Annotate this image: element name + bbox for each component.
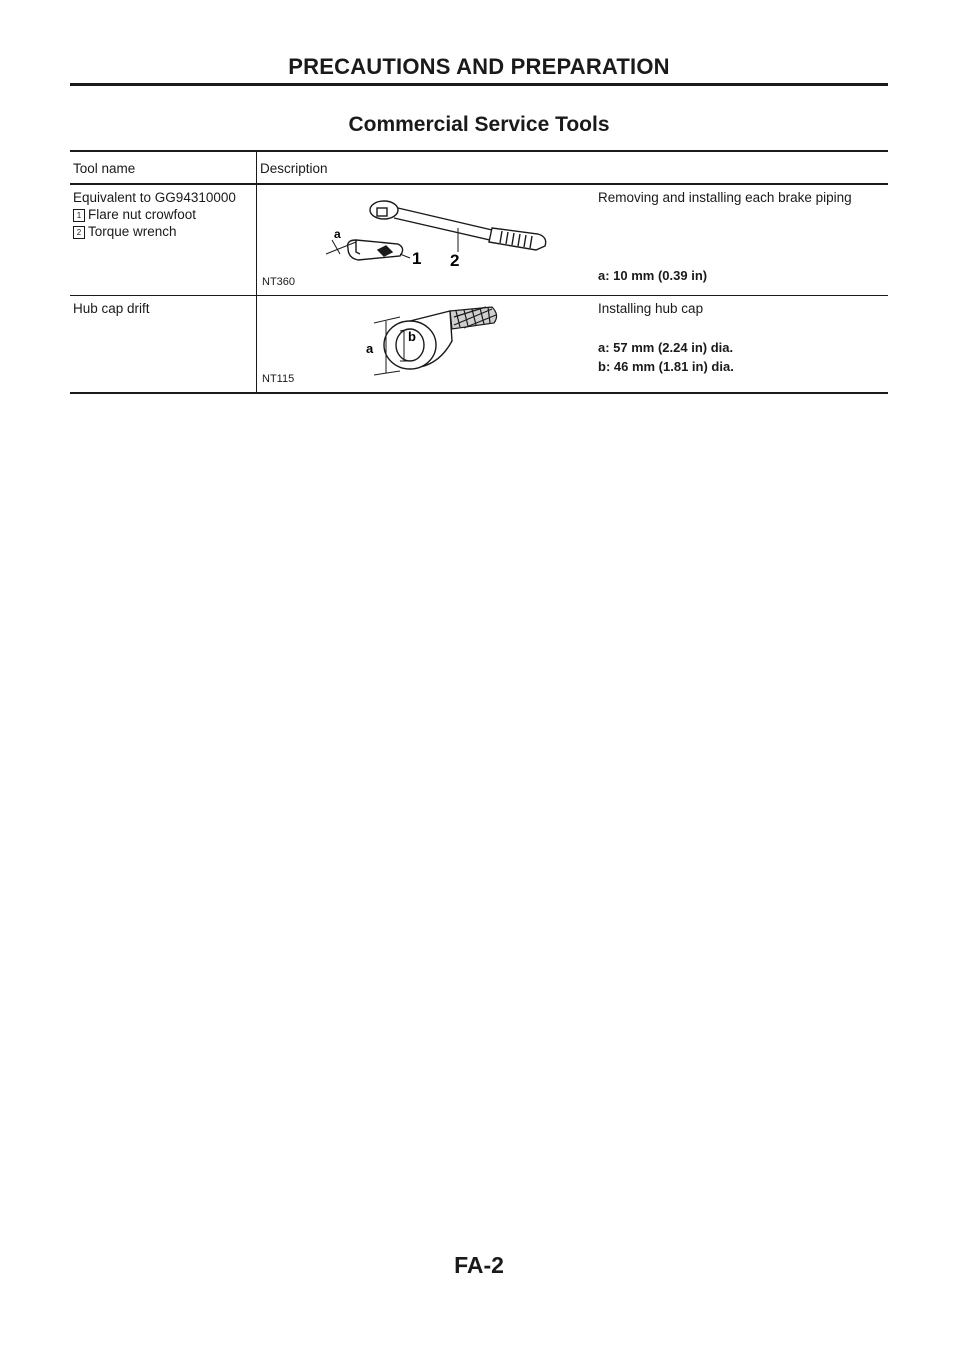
figure-cell: [257, 184, 596, 296]
description-cell: [595, 296, 888, 394]
table-header-row: [70, 151, 888, 184]
tool-description: Installing hub cap: [598, 301, 704, 316]
callout-1-label: 1: [412, 249, 422, 268]
description-cell: [595, 184, 888, 296]
column-header-tool-name: Tool name: [70, 151, 257, 184]
tool-name: Equivalent to GG94310000: [73, 190, 236, 205]
callout-a-label: a: [366, 341, 374, 356]
spec-line: b: 46 mm (1.81 in) dia.: [598, 359, 734, 374]
tool-name-cell: [70, 296, 257, 394]
page-number: FA-2: [454, 1252, 504, 1278]
tool-description: Removing and installing each brake piping: [598, 190, 852, 205]
part-number-badge: 1: [73, 209, 85, 222]
callout-2-label: 2: [450, 251, 460, 270]
table-row: [70, 296, 888, 394]
table-row: [70, 184, 888, 296]
figure-code: NT115: [262, 373, 295, 385]
part-label: Flare nut crowfoot: [88, 207, 197, 222]
figure-cell: [257, 296, 596, 394]
column-header-description: Description: [257, 151, 889, 184]
callout-a-label: a: [334, 227, 341, 241]
callout-b-label: b: [408, 329, 416, 344]
tool-part-item: [73, 207, 251, 222]
figure-code: NT360: [262, 276, 296, 288]
part-number-badge: 2: [73, 226, 85, 239]
header-rule: [70, 83, 888, 86]
tools-table: [70, 150, 888, 394]
spec-line: a: 10 mm (0.39 in): [598, 268, 708, 283]
page-header-title: PRECAUTIONS AND PREPARATION: [288, 54, 670, 79]
tool-part-item: [73, 224, 251, 239]
torque-wrench-illustration: [260, 190, 590, 290]
hub-cap-drift-illustration: [260, 301, 590, 387]
tool-name-cell: [70, 184, 257, 296]
tool-name: Hub cap drift: [73, 301, 150, 316]
part-label: Torque wrench: [88, 224, 177, 239]
spec-line: a: 57 mm (2.24 in) dia.: [598, 340, 734, 355]
section-title: Commercial Service Tools: [348, 113, 610, 136]
